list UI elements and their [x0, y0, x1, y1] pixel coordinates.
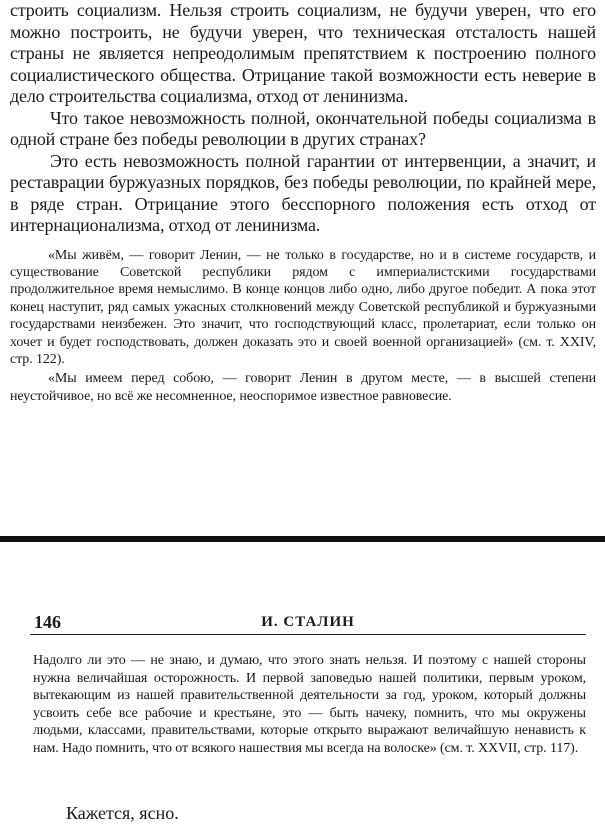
- quote-lenin-system-of-states: «Мы живём, — говорит Ленин, — не только в государстве, но и в системе государств, и существование Советской республики рядом с империалистскими государствами продолжительное время немыслимо. В конце концов либо одно, либо другое победит. А пока этот конец наступит, ряд самых ужасных столкновений между Советской республикой и буржуазными государствами неизбежен. Это значит, что господствующий класс, пролетариат, если только он хочет и будет господствовать, должен доказать это и своей военной организацией» (см. т. XXIV, стр. 122).: [10, 247, 596, 367]
- concluding-line: Кажется, ясно.: [66, 803, 179, 823]
- spacer: [10, 237, 596, 247]
- paragraph-question-impossibility: Что такое невозможность полной, окончательной победы социализма в одной стране без победы революции в других странах?: [10, 107, 596, 149]
- page-divider: [0, 536, 605, 542]
- lower-page-fragment: [33, 652, 586, 758]
- running-head-author: И. СТАЛИН: [261, 614, 355, 630]
- page-number: 146: [34, 612, 61, 632]
- upper-page-fragment: [10, 0, 596, 405]
- paragraph-answer-intervention: Это есть невозможность полной гарантии от интервенции, а значит, и реставрации буржуазных порядков, без победы революции, по крайней мере, в ряде стран. Отрицание этого бесспорного положения есть отход от интернационализма, отход от ленинизма.: [10, 150, 596, 235]
- quote-lenin-caution: Надолго ли это — не знаю, и думаю, что этого знать нельзя. И поэтому с нашей стороны нужна величайшая осторожность. И первой заповедью нашей политики, первым уроком, вытекающим из нашей правительственной деятельности за год, уроком, который должны усвоить себе все рабочие и крестьяне, это — быть начеку, помнить, что мы окружены людьми, классами, правительствами, которые открыто выражают величайшую ненависть к нам. Надо помнить, что от всякого нашествия мы всегда на волоске» (см. т. XXVII, стр. 117).: [33, 653, 586, 756]
- quote-lenin-equilibrium: «Мы имеем перед собою, — говорит Ленин в другом месте, — в высшей степени неустойчивое, но всё же несомненное, неоспоримое известное равновесие.: [10, 371, 596, 404]
- running-head: [30, 612, 586, 635]
- paragraph-socialism-building: строить социализм. Нельзя строить социализм, не будучи уверен, что его можно построить, не будучи уверен, что техническая отсталость нашей страны не является непреодолимым препятствием к построению полного социалистического общества. Отрицание такой возможности есть неверие в дело строительства социализма, отход от ленинизма.: [10, 0, 596, 106]
